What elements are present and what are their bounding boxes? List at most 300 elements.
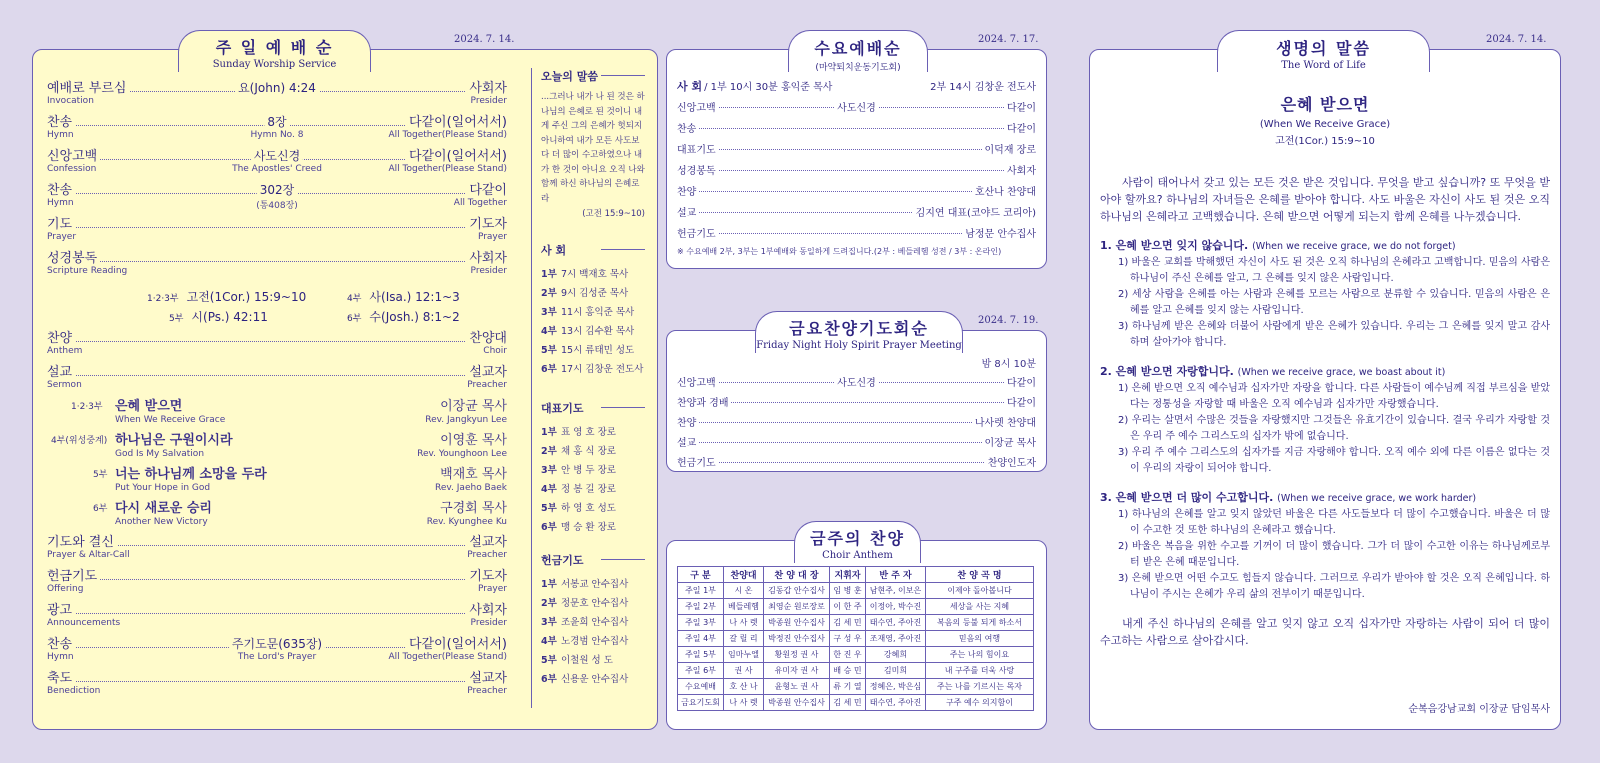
table-cell: 주일 3부: [678, 615, 724, 631]
order-item: [47, 568, 507, 584]
order-item-detail-en: Hymn No. 8: [250, 130, 304, 140]
order-item-english: [47, 130, 507, 144]
word-section-title: 1. 은혜 받으면 잊지 않습니다.: [1100, 239, 1249, 252]
sermon-title-en: Another New Victory: [115, 517, 208, 527]
table-cell: 이정아, 박수진: [866, 599, 926, 615]
word-point: 2) 우리는 살면서 수많은 것들을 자랑했지만 그것들은 유효기간이 있습니다. 결국 우리가 자랑할 것은 우리 주 예수 그리스도의 십자가 밖에 없습니다.: [1118, 415, 1550, 442]
program-leader: 다같이: [1004, 120, 1036, 135]
assignee: 안 병 두 장로: [561, 465, 616, 476]
program-row: [677, 391, 1036, 411]
order-item-leader-en: All Together(Please Stand): [388, 652, 507, 662]
sermon-service-tag: 5부: [93, 470, 108, 480]
order-item-detail: 302장: [257, 181, 298, 198]
table-cell: 임마누엘: [724, 647, 764, 663]
sermon-preacher: 이영훈 목사: [440, 433, 507, 448]
service-number: 5부: [541, 345, 557, 356]
word-section-heading: [1100, 237, 1550, 255]
service-number: 3부: [541, 465, 557, 476]
order-item: [47, 148, 507, 164]
sermon-title: 너는 하나님께 소망을 두라: [115, 467, 267, 482]
word-point: 1) 바울은 교회를 박해했던 자신이 사도 된 것은 오직 하나님의 은혜라고 고백합니다. 믿음의 사람은 하나님이 주신 은혜를 알고, 그 은혜를 잊지 않은 사람입니다.: [1118, 257, 1550, 284]
table-cell: 주일 4부: [678, 631, 724, 647]
sermon-service-tag: 4부(위성중계): [51, 436, 108, 446]
wednesday-presider-1: / 1부 10시 30분 홍익준 목사: [704, 82, 833, 93]
word-section-title: 3. 은혜 받으면 더 많이 수고합니다.: [1100, 491, 1274, 504]
sermon-title-en: God Is My Salvation: [115, 449, 205, 459]
order-item-english: [47, 96, 507, 110]
service-number: 4부: [541, 326, 557, 337]
order-item-leader-en: Preacher: [467, 686, 507, 696]
table-row: [678, 599, 1034, 615]
service-number: 6부: [541, 364, 557, 375]
order-item-name: 헌금기도: [47, 565, 100, 584]
reading-ref: 시(Ps.) 42:11: [191, 310, 268, 324]
sermon-row: [47, 466, 507, 482]
assignee: 맹 승 환 장로: [561, 522, 616, 533]
order-item: [47, 636, 507, 652]
table-cell: 금요기도회: [678, 695, 724, 711]
order-item-name: 신앙고백: [47, 145, 100, 164]
order-item-name: 찬송: [47, 179, 75, 198]
sermon-title: 다시 새로운 승리: [115, 501, 212, 516]
order-item-leader-en: All Together(Please Stand): [388, 164, 507, 174]
table-cell: 김 세 민: [830, 615, 866, 631]
assignee: 13시 김수환 목사: [561, 326, 635, 337]
program-leader: 이덕재 장로: [982, 141, 1036, 156]
presiders-list: [541, 242, 645, 380]
table-cell: 구주 예수 의지함이: [926, 695, 1034, 711]
sermon-row: [47, 500, 507, 516]
table-cell: 김 세 민: [830, 695, 866, 711]
order-item-name-en: Confession: [47, 164, 97, 174]
service-number: 5부: [541, 655, 557, 666]
wednesday-presider-row: [677, 75, 1036, 96]
assignee: 표 영 호 장로: [561, 427, 616, 438]
sermon-row: [47, 432, 507, 448]
table-cell: 베들레헴: [724, 599, 764, 615]
word-sermon-heading: [1090, 92, 1560, 147]
table-cell: 주일 1부: [678, 583, 724, 599]
order-item-name: 기도와 결신: [47, 531, 117, 550]
table-cell: 갈 릴 리: [724, 631, 764, 647]
program-leader: 김지연 대표(코야드 코리아): [913, 204, 1036, 219]
program-item: 신앙고백: [677, 374, 719, 389]
order-item-english: [47, 584, 507, 598]
order-item-leader: 사회자: [466, 77, 507, 96]
choir-column-header: 찬 양 대 장: [764, 567, 830, 583]
order-item: [47, 250, 507, 266]
sermon-preacher-en: Rev. Jangkyun Lee: [425, 415, 507, 425]
choir-subtitle: Choir Anthem: [822, 550, 893, 561]
order-item-name: 광고: [47, 599, 75, 618]
table-cell: 시 온: [724, 583, 764, 599]
order-item-name-en: Offering: [47, 584, 84, 594]
today-word-ref: (고전 15:9~10): [582, 209, 645, 219]
side-list-item: [541, 633, 645, 652]
table-cell: 박종원 안수집사: [764, 615, 830, 631]
order-item-leader-en: Choir: [483, 346, 507, 356]
program-leader: 호산나 찬양대: [972, 183, 1036, 198]
order-item-english: [47, 380, 507, 394]
word-point: 1) 은혜 받으면 오직 예수님과 십자가만 자랑을 합니다. 다른 사람들이 예수님께 직접 부르심을 받았다는 정통성을 자랑할 때 바울은 오직 예수님과 십자가만 자랑했습니다.: [1118, 383, 1550, 410]
program-leader: 사회자: [1004, 162, 1036, 177]
order-item: [47, 330, 507, 346]
order-item-leader-en: Presider: [470, 96, 507, 106]
reading-service-tag: 4부: [347, 294, 362, 304]
word-point: 3) 우리 주 예수 그리스도의 십자가를 지금 자랑해야 합니다. 오직 예수 외에 다른 이름은 없다는 것이 우리의 자랑이 되어야 합니다.: [1118, 447, 1550, 474]
choir-title: 금주의 찬양: [810, 529, 905, 548]
side-list-item: [541, 481, 645, 500]
program-item: 찬양: [677, 183, 699, 198]
reading-item: [147, 288, 306, 305]
table-row: [678, 647, 1034, 663]
order-item-leader: 기도자: [466, 565, 507, 584]
side-list-item: [541, 323, 645, 342]
sermon-preacher-en: Rev. Jaeho Baek: [435, 483, 507, 493]
assignee: 정문호 안수집사: [561, 598, 629, 609]
reading-ref: 사(Isa.) 12:1~3: [369, 290, 460, 304]
word-outro: 내게 주신 하나님의 은혜를 알고 잊지 않고 오직 십자가만 자랑하는 사람이 되어 더 많이 수고하는 사람으로 살아갑시다.: [1100, 617, 1550, 647]
program-row: [677, 117, 1036, 138]
table-cell: 한 진 우: [830, 647, 866, 663]
order-item-leader-en: All Together(Please Stand): [388, 130, 507, 140]
order-item-name: 설교: [47, 361, 75, 380]
order-item-leader-en: Preacher: [467, 380, 507, 390]
service-number: 2부: [541, 598, 557, 609]
service-number: 2부: [541, 446, 557, 457]
choir-column-header: 구 분: [678, 567, 724, 583]
order-item-name: 기도: [47, 213, 75, 232]
friday-title: 금요찬양기도회순: [789, 319, 929, 338]
table-cell: 정혜은, 박은심: [866, 679, 926, 695]
order-item-english: [47, 652, 507, 666]
order-item-english: [47, 346, 507, 360]
table-cell: 이 한 주: [830, 599, 866, 615]
program-item: 대표기도: [677, 141, 719, 156]
order-item-name-en: Anthem: [47, 346, 83, 356]
order-item-leader: 다같이(일어서서): [406, 145, 507, 164]
order-item-detail: 주기도문(635장): [229, 635, 325, 652]
sermon-row: [47, 398, 507, 414]
friday-date: 2024. 7. 19.: [978, 315, 1039, 326]
program-leader: 이장균 목사: [982, 434, 1036, 449]
order-item-detail-en: The Apostles' Creed: [232, 164, 322, 174]
sermon-preacher-en: Rev. Younghoon Lee: [417, 449, 507, 459]
sermon-title: 은혜 받으면: [115, 399, 183, 414]
table-cell: 수요예배: [678, 679, 724, 695]
word-subtitle: The Word of Life: [1281, 60, 1366, 71]
table-row: [678, 583, 1034, 599]
assignee: 이철원 성 도: [561, 655, 613, 666]
side-list-item: [541, 671, 645, 690]
friday-subtitle: Friday Night Holy Spirit Prayer Meeting: [756, 340, 962, 351]
reading-ref: 고전(1Cor.) 15:9~10: [186, 290, 307, 304]
assignee: 7시 백재호 목사: [561, 269, 629, 280]
program-row: [677, 96, 1036, 117]
order-item-name-en: Hymn: [47, 130, 74, 140]
word-title: 생명의 말씀: [1276, 39, 1371, 58]
program-leader: 다같이: [1004, 394, 1036, 409]
table-cell: 주일 6부: [678, 663, 724, 679]
order-item: [47, 534, 507, 550]
wednesday-presider-label: 사 회: [677, 79, 703, 93]
program-row: [677, 371, 1036, 391]
table-row: [678, 615, 1034, 631]
order-item-name-en: Hymn: [47, 198, 74, 208]
order-item-leader: 설교자: [466, 531, 507, 550]
table-cell: 윤형노 권 사: [764, 679, 830, 695]
order-item-detail: 사도신경: [251, 147, 303, 164]
table-cell: 황원정 권 사: [764, 647, 830, 663]
table-cell: 태수연, 주아진: [866, 695, 926, 711]
order-item-leader-en: Presider: [470, 266, 507, 276]
table-cell: 박종원 안수집사: [764, 695, 830, 711]
assignee: 9시 김성준 목사: [561, 288, 629, 299]
order-item-leader: 사회자: [466, 247, 507, 266]
table-cell: 박정진 안수집사: [764, 631, 830, 647]
program-row: [677, 451, 1036, 471]
table-cell: 조재영, 주아진: [866, 631, 926, 647]
service-number: 1부: [541, 427, 557, 438]
rep-prayer-list: [541, 400, 645, 538]
order-item-name-en: Prayer: [47, 232, 77, 242]
assignee: 신용운 안수집사: [561, 674, 629, 685]
table-cell: 세상을 사는 지혜: [926, 599, 1034, 615]
reading-item: [169, 308, 268, 325]
order-item: [47, 216, 507, 232]
column-divider: [531, 68, 532, 708]
table-cell: 배 승 민: [830, 663, 866, 679]
order-item-name-en: Benediction: [47, 686, 101, 696]
choir-column-header: 찬양대: [724, 567, 764, 583]
table-cell: 태수연, 주아진: [866, 615, 926, 631]
program-row: [677, 138, 1036, 159]
reading-item: [347, 288, 460, 305]
word-section-title-en: (When we receive grace, we do not forget): [1252, 241, 1456, 252]
order-item-name: 찬송: [47, 111, 75, 130]
order-item-leader: 기도자: [466, 213, 507, 232]
order-item-leader-en: Prayer: [477, 584, 507, 594]
order-item: [47, 602, 507, 618]
order-item-leader: 사회자: [466, 599, 507, 618]
table-cell: 주는 나의 힘이요: [926, 647, 1034, 663]
word-point: 3) 은혜 받으면 어떤 수고도 힘들지 않습니다. 그러므로 우리가 받아야 할 것은 오직 은혜입니다. 하나님이 주시는 은혜가 우리 삶의 전부이기 때문입니다.: [1118, 573, 1550, 600]
side-list-item: [541, 462, 645, 481]
sermon-service-tag: 6부: [93, 504, 108, 514]
order-item-leader: 다같이: [466, 179, 507, 198]
word-sermon-title: 은혜 받으면: [1280, 95, 1370, 114]
order-item-name-en: Prayer & Altar-Call: [47, 550, 130, 560]
table-cell: 최영순 원로장로: [764, 599, 830, 615]
program-row: [677, 431, 1036, 451]
table-cell: 류 기 열: [830, 679, 866, 695]
order-item: [47, 80, 507, 96]
service-number: 4부: [541, 484, 557, 495]
order-item-name-en: Hymn: [47, 652, 74, 662]
rep-prayer-heading: 대표기도: [541, 400, 645, 416]
order-item: [47, 114, 507, 130]
program-detail: 사도신경: [834, 99, 879, 114]
program-row: [677, 201, 1036, 222]
choir-anthem-panel: [666, 529, 1047, 730]
table-row: [678, 679, 1034, 695]
side-list-item: [541, 285, 645, 304]
order-item-name: 성경봉독: [47, 247, 100, 266]
assignee: 조윤희 안수집사: [561, 617, 629, 628]
order-item-leader-en: All Together: [453, 198, 507, 208]
order-item-name: 찬송: [47, 633, 75, 652]
word-section-title-en: (When we receive grace, we work harder): [1277, 493, 1477, 504]
service-number: 5부: [541, 503, 557, 514]
program-leader: 다같이: [1004, 374, 1036, 389]
reading-ref: 수(Josh.) 8:1~2: [369, 310, 460, 324]
order-item: [47, 364, 507, 380]
order-item-english: [47, 550, 507, 564]
word-section-heading: [1100, 489, 1550, 507]
assignee: 채 홍 식 장로: [561, 446, 616, 457]
word-body: [1100, 174, 1550, 649]
word-point: 2) 바울은 복음을 위한 수고를 기꺼이 더 많이 했습니다. 그가 더 많이 수고한 이유는 하나님께로부터 받은 은혜 때문입니다.: [1118, 541, 1550, 568]
sermon-title-en: Put Your Hope in God: [115, 483, 211, 493]
program-leader: 남정문 안수집사: [962, 225, 1036, 240]
order-item-leader-en: Prayer: [477, 232, 507, 242]
side-list-item: [541, 361, 645, 380]
table-cell: 남현주, 이보은: [866, 583, 926, 599]
table-cell: 내 구주를 더욱 사랑: [926, 663, 1034, 679]
table-row: [678, 631, 1034, 647]
assignee: 17시 김창운 전도사: [561, 364, 644, 375]
order-item-english: [47, 266, 507, 280]
table-cell: 주는 나를 기르시는 목자: [926, 679, 1034, 695]
assignee: 서봉교 안수집사: [561, 579, 629, 590]
service-number: 1부: [541, 579, 557, 590]
word-point: 3) 하나님께 받은 은혜와 더불어 사람에게 받은 은혜가 있습니다. 우리는 그 은혜를 잊지 말고 감사하며 살아가야 합니다.: [1118, 321, 1550, 348]
program-item: 설교: [677, 204, 699, 219]
friday-title-tab: [755, 311, 963, 353]
service-number: 6부: [541, 522, 557, 533]
side-list-item: [541, 576, 645, 595]
offer-prayer-list: [541, 552, 645, 690]
assignee: 노경범 안수집사: [561, 636, 629, 647]
choir-table: [677, 566, 1034, 711]
program-leader: 다같이: [1004, 99, 1036, 114]
choir-title-tab: [794, 521, 921, 563]
table-cell: 나 사 렛: [724, 695, 764, 711]
reading-service-tag: 6부: [347, 314, 362, 324]
order-item-leader-en: Presider: [470, 618, 507, 628]
today-word-text: ...그러나 내가 나 된 것은 하나님의 은혜로 된 것이니 내게 주신 그의 은혜가 헛되지 아니하여 내가 모든 사도보다 더 많이 수고하였으나 내가 한 것이 아니요 오직 나와 함께 하신 하나님의 은혜로라: [541, 92, 645, 204]
table-cell: 구 성 우: [830, 631, 866, 647]
order-item: [47, 182, 507, 198]
word-sermon-ref: 고전(1Cor.) 15:9~10: [1275, 136, 1375, 147]
order-item-english: [47, 618, 507, 632]
order-item-leader: 설교자: [466, 361, 507, 380]
program-row: [677, 222, 1036, 243]
order-item-name: 축도: [47, 667, 75, 686]
service-number: 3부: [541, 617, 557, 628]
side-list-item: [541, 614, 645, 633]
program-row: [677, 180, 1036, 201]
reading-item: [347, 308, 460, 325]
program-leader: 찬양인도자: [985, 454, 1036, 469]
word-date: 2024. 7. 14.: [1486, 34, 1547, 45]
order-item-leader-en: Preacher: [467, 550, 507, 560]
sermon-service-tag: 1·2·3부: [71, 402, 103, 412]
offer-prayer-heading: 헌금기도: [541, 552, 645, 568]
sunday-order-list: [47, 80, 507, 704]
program-item: 찬송: [677, 120, 699, 135]
table-cell: 복음의 등불 되게 하소서: [926, 615, 1034, 631]
program-item: 성경봉독: [677, 162, 719, 177]
program-item: 설교: [677, 434, 699, 449]
side-list-item: [541, 519, 645, 538]
order-item-english: [47, 198, 507, 212]
order-item: [47, 670, 507, 686]
order-item-detail: 요(John) 4:24: [235, 79, 319, 96]
table-cell: 호 산 나: [724, 679, 764, 695]
table-cell: 권 사: [724, 663, 764, 679]
side-list-item: [541, 443, 645, 462]
reading-service-tag: 1·2·3부: [147, 294, 179, 304]
program-row: [677, 411, 1036, 431]
table-cell: 유미자 권 사: [764, 663, 830, 679]
sermon-preacher: 구경회 목사: [440, 501, 507, 516]
order-item-name: 예배로 부르심: [47, 77, 129, 96]
side-list-item: [541, 500, 645, 519]
side-list-item: [541, 652, 645, 671]
table-cell: 임 병 훈: [830, 583, 866, 599]
presiders-heading: 사 회: [541, 242, 645, 258]
wednesday-presider-2: 2부 14시 김창운 전도사: [930, 82, 1036, 93]
service-number: 3부: [541, 307, 557, 318]
wednesday-title-tab: [788, 30, 928, 72]
word-intro: 사람이 태어나서 갖고 있는 모든 것은 받은 것입니다. 무엇을 받고 싶습니까? 또 무엇을 받아야 할까요? 하나님의 자녀들은 은혜를 받아야 합니다. 사도 바울은 자신이 사도 된 것은 오직 하나님의 은혜라고 고백했습니다. 은혜 받으면 어떻게 되는지 함께 은혜를 나누겠습니다.: [1100, 176, 1550, 223]
choir-column-header: 지휘자: [830, 567, 866, 583]
table-cell: 김미희: [866, 663, 926, 679]
wednesday-title: 수요예배순: [814, 39, 902, 58]
side-list-item: [541, 424, 645, 443]
table-cell: 주일 2부: [678, 599, 724, 615]
table-row: [678, 663, 1034, 679]
order-item-english: [47, 164, 507, 178]
order-item-name-en: Scripture Reading: [47, 266, 128, 276]
assignee: 정 봉 길 장로: [561, 484, 616, 495]
order-item-detail: 8장: [264, 113, 289, 130]
table-cell: 김동갑 안수집사: [764, 583, 830, 599]
word-sermon-title-en: (When We Receive Grace): [1259, 119, 1391, 130]
sunday-date: 2024. 7. 14.: [454, 34, 515, 45]
sermon-preacher: 이장균 목사: [440, 399, 507, 414]
order-item-leader: 찬양대: [466, 327, 507, 346]
wednesday-note: ※ 수요예배 2부, 3부는 1부예배와 동일하게 드려집니다.(2부 : 베들레헴 성전 / 3부 : 온라인): [677, 247, 1002, 256]
word-title-tab: [1217, 30, 1430, 72]
order-item-name-en: Announcements: [47, 618, 121, 628]
today-word-heading: 오늘의 말씀: [541, 68, 645, 84]
program-item: 헌금기도: [677, 225, 719, 240]
choir-column-header: 찬 양 곡 명: [926, 567, 1034, 583]
word-point: 1) 하나님의 은혜를 알고 잊지 않았던 바울은 다른 사도들보다 더 많이 수고했습니다. 바울은 더 많이 수고한 것 또한 하나님의 은혜라고 했습니다.: [1118, 509, 1550, 536]
order-item-english: [47, 232, 507, 246]
side-list-item: [541, 595, 645, 614]
program-item: 헌금기도: [677, 454, 719, 469]
side-list-item: [541, 266, 645, 285]
sermon-title: 하나님은 구원이시라: [115, 433, 233, 448]
word-signature: 순복음강남교회 이장균 담임목사: [1408, 704, 1550, 715]
word-section-title-en: (When we receive grace, we boast about it): [1237, 367, 1446, 378]
order-item-leader: 다같이(일어서서): [406, 111, 507, 130]
table-cell: 나 사 렛: [724, 615, 764, 631]
table-cell: 주일 5부: [678, 647, 724, 663]
